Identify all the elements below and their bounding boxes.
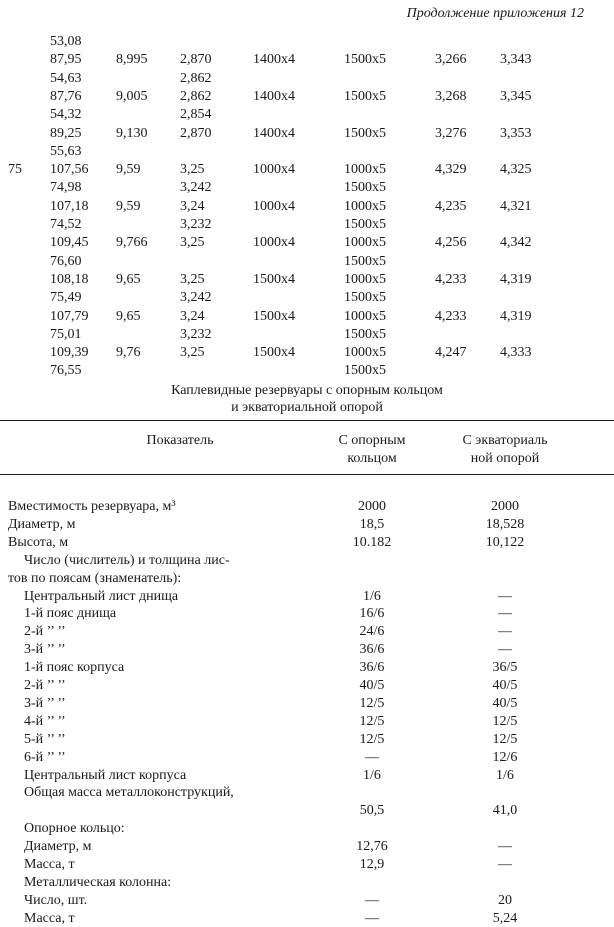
value-ring-support: — bbox=[365, 749, 379, 765]
top-cell-b: 9,766 bbox=[116, 235, 148, 251]
top-cell-a: 54,32 bbox=[50, 107, 82, 123]
top-cell-g: 4,333 bbox=[500, 345, 532, 361]
top-cell-b: 9,59 bbox=[116, 162, 141, 178]
top-cell-b: 9,65 bbox=[116, 271, 141, 287]
top-cell-a: 108,18 bbox=[50, 271, 89, 287]
top-cell-g: 4,321 bbox=[500, 198, 532, 214]
top-cell-e: 1000x5 bbox=[344, 308, 386, 324]
top-cell-a: 109,45 bbox=[50, 235, 89, 251]
top-cell-f: 4,247 bbox=[435, 345, 467, 361]
top-cell-c: 3,24 bbox=[180, 308, 205, 324]
value-ring-support: 12/5 bbox=[359, 731, 385, 747]
row-label: 3-й ’’ ’’ bbox=[24, 642, 66, 658]
top-cell-d: 1500x4 bbox=[253, 345, 295, 361]
value-equatorial-support: 12/5 bbox=[492, 731, 518, 747]
top-cell-c: 2,862 bbox=[180, 70, 212, 86]
header-ring-support-line2: кольцом bbox=[347, 451, 397, 466]
top-cell-c: 3,25 bbox=[180, 235, 205, 251]
top-cell-a: 55,63 bbox=[50, 143, 82, 159]
top-cell-f: 3,276 bbox=[435, 125, 467, 141]
row-label: Металлическая колонна: bbox=[24, 874, 172, 890]
top-cell-d: 1400x4 bbox=[253, 125, 295, 141]
row-label: 5-й ’’ ’’ bbox=[24, 731, 66, 747]
value-equatorial-support: 20 bbox=[498, 892, 512, 908]
header-ring-support-line1: С опорным bbox=[338, 433, 406, 448]
value-ring-support: 1/6 bbox=[363, 767, 381, 783]
value-ring-support: — bbox=[365, 910, 379, 926]
row-label: Опорное кольцо: bbox=[24, 821, 125, 837]
top-cell-c: 3,25 bbox=[180, 345, 205, 361]
value-equatorial-support: 41,0 bbox=[492, 803, 518, 819]
value-ring-support: 2000 bbox=[358, 499, 386, 514]
top-cell-a: 76,60 bbox=[50, 253, 82, 269]
value-equatorial-support: 5,24 bbox=[492, 910, 518, 926]
top-cell-c: 3,242 bbox=[180, 290, 212, 306]
value-equatorial-support: — bbox=[498, 588, 512, 604]
top-cell-c: 3,232 bbox=[180, 326, 212, 342]
row-label: Число, шт. bbox=[24, 892, 88, 908]
top-cell-c: 3,232 bbox=[180, 217, 212, 232]
value-equatorial-support: 10,122 bbox=[485, 534, 525, 550]
value-equatorial-support: — bbox=[498, 642, 512, 658]
table-caption-line2: и экваториальной опорой bbox=[231, 400, 383, 415]
top-cell-b: 9,59 bbox=[116, 198, 141, 214]
top-cell-group: 75 bbox=[8, 162, 22, 178]
top-cell-g: 3,343 bbox=[500, 52, 532, 68]
row-label: Центральный лист корпуса bbox=[24, 767, 187, 783]
top-cell-d: 1500x4 bbox=[253, 271, 295, 287]
top-cell-b: 9,76 bbox=[116, 345, 141, 361]
top-cell-f: 4,329 bbox=[435, 162, 467, 178]
top-cell-c: 3,25 bbox=[180, 271, 205, 287]
value-equatorial-support: 40/5 bbox=[492, 678, 518, 693]
value-ring-support: — bbox=[365, 892, 379, 908]
top-cell-a: 74,98 bbox=[50, 180, 82, 196]
top-cell-f: 3,268 bbox=[435, 88, 467, 104]
row-label: Вместимость резервуара, м³ bbox=[8, 499, 176, 514]
top-cell-e: 1500x5 bbox=[344, 326, 386, 342]
top-cell-f: 3,266 bbox=[435, 52, 467, 68]
value-equatorial-support: 12/5 bbox=[492, 713, 518, 729]
value-ring-support: 10.182 bbox=[352, 534, 392, 550]
top-cell-a: 76,55 bbox=[50, 363, 82, 379]
top-cell-b: 9,130 bbox=[116, 125, 148, 141]
top-cell-g: 4,325 bbox=[500, 162, 532, 178]
value-equatorial-support: 2000 bbox=[491, 499, 519, 514]
top-cell-a: 87,95 bbox=[50, 52, 82, 68]
value-equatorial-support: 12/6 bbox=[492, 749, 518, 765]
row-label: 6-й ’’ ’’ bbox=[24, 749, 66, 765]
value-ring-support: 24/6 bbox=[359, 624, 385, 640]
value-ring-support: 50,5 bbox=[359, 803, 385, 819]
top-cell-g: 3,345 bbox=[500, 88, 532, 104]
continuation-header: Продолжение приложения 12 bbox=[406, 6, 584, 21]
top-cell-c: 2,870 bbox=[180, 52, 212, 68]
top-cell-g: 4,319 bbox=[500, 308, 532, 324]
top-cell-g: 3,353 bbox=[500, 125, 532, 141]
top-cell-c: 3,25 bbox=[180, 162, 205, 178]
value-ring-support: 12/5 bbox=[359, 695, 385, 711]
top-cell-f: 4,256 bbox=[435, 235, 467, 251]
value-ring-support: 12/5 bbox=[359, 713, 385, 729]
top-cell-c: 3,24 bbox=[180, 198, 205, 214]
row-label: 1-й пояс днища bbox=[24, 606, 117, 622]
top-cell-e: 1000x5 bbox=[344, 271, 386, 287]
top-cell-c: 2,870 bbox=[180, 125, 212, 141]
top-cell-d: 1000x4 bbox=[253, 198, 295, 214]
top-cell-e: 1500x5 bbox=[344, 125, 386, 141]
top-cell-c: 2,854 bbox=[180, 107, 212, 123]
top-cell-a: 89,25 bbox=[50, 125, 82, 141]
row-label: Общая масса металлоконструкций, bbox=[24, 785, 234, 801]
value-ring-support: 40/5 bbox=[359, 678, 385, 693]
row-label: 3-й ’’ ’’ bbox=[24, 695, 66, 711]
header-equatorial-support-line1: С экваториаль bbox=[462, 433, 548, 448]
top-cell-c: 3,242 bbox=[180, 180, 212, 196]
row-label: Высота, м bbox=[8, 534, 69, 550]
value-equatorial-support: 36/5 bbox=[492, 660, 518, 676]
row-label: 2-й ’’ ’’ bbox=[24, 678, 66, 693]
value-equatorial-support: 40/5 bbox=[492, 695, 518, 711]
row-label: Число (числитель) и толщина лис- bbox=[24, 552, 230, 568]
top-cell-d: 1000x4 bbox=[253, 162, 295, 178]
top-cell-a: 53,08 bbox=[50, 34, 82, 49]
value-ring-support: 1/6 bbox=[363, 588, 381, 604]
top-cell-d: 1400x4 bbox=[253, 52, 295, 68]
top-cell-a: 107,56 bbox=[50, 162, 89, 178]
top-cell-a: 75,01 bbox=[50, 326, 82, 342]
header-indicator: Показатель bbox=[146, 433, 214, 448]
top-cell-a: 109,39 bbox=[50, 345, 89, 361]
value-equatorial-support: — bbox=[498, 606, 512, 622]
top-cell-e: 1000x5 bbox=[344, 345, 386, 361]
value-equatorial-support: — bbox=[498, 624, 512, 640]
row-label: Диаметр, м bbox=[24, 839, 92, 855]
value-ring-support: 16/6 bbox=[359, 606, 385, 622]
top-cell-e: 1500x5 bbox=[344, 253, 386, 269]
value-ring-support: 12,76 bbox=[356, 839, 388, 855]
row-label: Масса, т bbox=[24, 857, 75, 872]
top-cell-a: 107,18 bbox=[50, 198, 89, 214]
table-top-rule bbox=[0, 420, 614, 421]
top-cell-d: 1000x4 bbox=[253, 235, 295, 251]
top-cell-e: 1500x5 bbox=[344, 52, 386, 68]
table-caption-line1: Каплевидные резервуары с опорным кольцом bbox=[171, 383, 443, 398]
table-header-rule bbox=[0, 474, 614, 475]
row-label: Диаметр, м bbox=[8, 516, 76, 532]
top-cell-c: 2,862 bbox=[180, 88, 212, 104]
top-cell-e: 1500x5 bbox=[344, 363, 386, 379]
top-cell-a: 54,63 bbox=[50, 70, 82, 86]
top-cell-e: 1500x5 bbox=[344, 88, 386, 104]
row-label: 2-й ’’ ’’ bbox=[24, 624, 66, 640]
top-cell-e: 1000x5 bbox=[344, 198, 386, 214]
top-cell-a: 107,79 bbox=[50, 308, 89, 324]
top-cell-a: 87,76 bbox=[50, 88, 82, 104]
top-cell-e: 1500x5 bbox=[344, 180, 386, 196]
top-cell-f: 4,233 bbox=[435, 308, 467, 324]
value-equatorial-support: — bbox=[498, 857, 512, 872]
top-cell-e: 1000x5 bbox=[344, 235, 386, 251]
top-cell-d: 1500x4 bbox=[253, 308, 295, 324]
value-ring-support: 36/6 bbox=[359, 642, 385, 658]
top-cell-d: 1400x4 bbox=[253, 88, 295, 104]
value-equatorial-support: 18,528 bbox=[485, 516, 525, 532]
row-label: Масса, т bbox=[24, 910, 75, 926]
top-cell-e: 1500x5 bbox=[344, 217, 386, 232]
value-ring-support: 12,9 bbox=[359, 857, 385, 872]
top-cell-a: 74,52 bbox=[50, 217, 82, 232]
row-label: 1-й пояс корпуса bbox=[24, 660, 125, 676]
row-label: тов по поясам (знаменатель): bbox=[8, 570, 182, 586]
value-ring-support: 36/6 bbox=[359, 660, 385, 676]
value-ring-support: 18,5 bbox=[359, 516, 385, 532]
top-cell-e: 1000x5 bbox=[344, 162, 386, 178]
top-cell-f: 4,235 bbox=[435, 198, 467, 214]
value-equatorial-support: 1/6 bbox=[496, 767, 514, 783]
top-cell-b: 9,65 bbox=[116, 308, 141, 324]
top-cell-g: 4,319 bbox=[500, 271, 532, 287]
top-cell-g: 4,342 bbox=[500, 235, 532, 251]
top-cell-a: 75,49 bbox=[50, 290, 82, 306]
row-label: Центральный лист днища bbox=[24, 588, 179, 604]
top-cell-b: 8,995 bbox=[116, 52, 148, 68]
row-label: 4-й ’’ ’’ bbox=[24, 713, 66, 729]
top-cell-e: 1500x5 bbox=[344, 290, 386, 306]
top-cell-b: 9,005 bbox=[116, 88, 148, 104]
value-equatorial-support: — bbox=[498, 839, 512, 855]
header-equatorial-support-line2: ной опорой bbox=[470, 451, 540, 466]
top-cell-f: 4,233 bbox=[435, 271, 467, 287]
